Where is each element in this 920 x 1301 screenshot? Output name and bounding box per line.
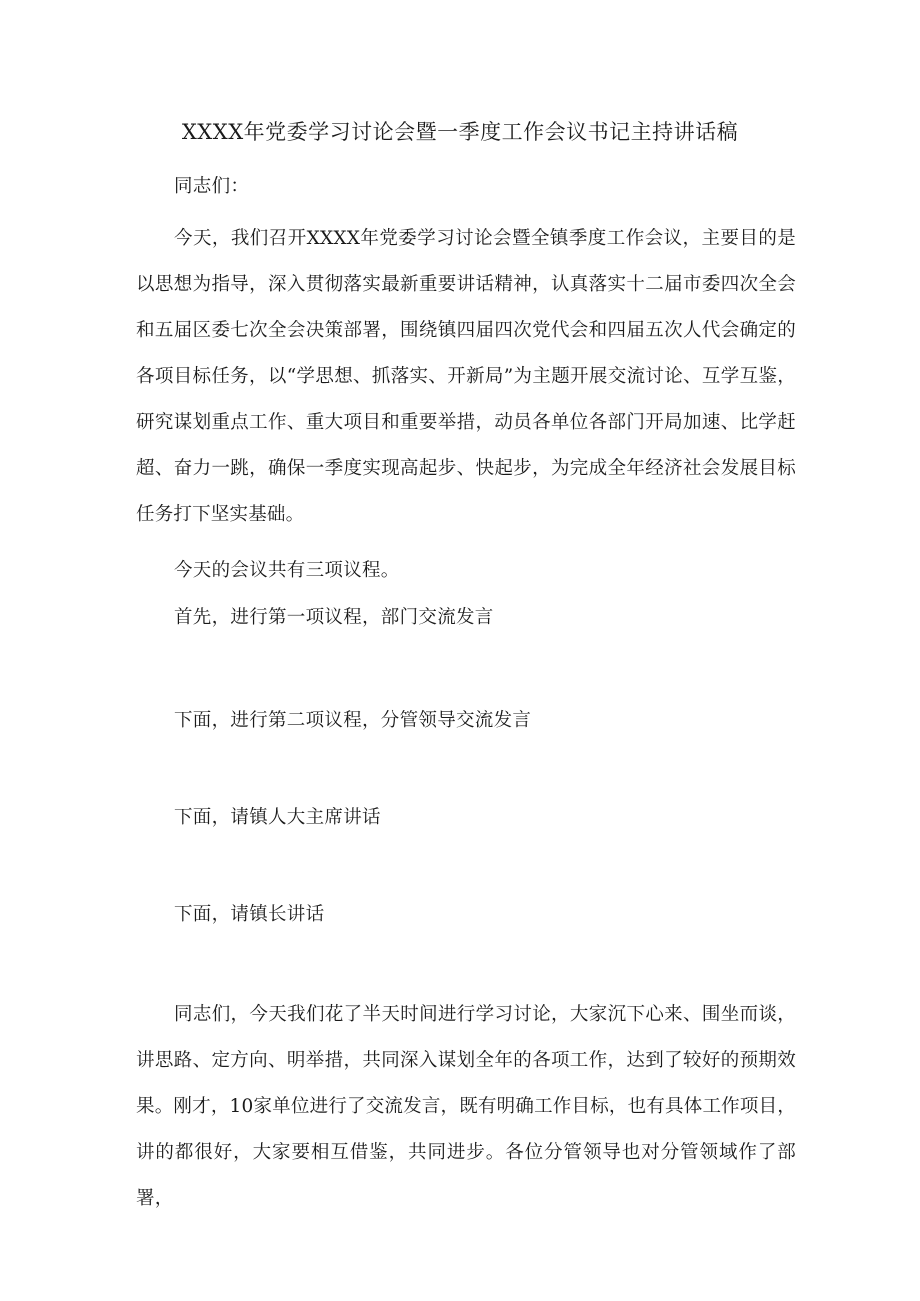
closing-paragraph: 同志们，今天我们花了半天时间进行学习讨论，大家沉下心来、围坐而谈，讲思路、定方向、明举措，共同深入谋划全年的各项工作，达到了较好的预期效果。刚才，10家单位进行了交流发言，既有明确工作目标，也有具体工作项目，讲的都很好，大家要相互借鉴，共同进步。各位分管领导也对分管领域作了部署， — [136, 1004, 796, 1209]
agenda-item-1: 首先，进行第一项议程，部门交流发言 — [174, 607, 494, 628]
document-title: XXXX年党委学习讨论会暨一季度工作会议书记主持讲话稿 — [181, 120, 739, 144]
agenda-item-3: 下面，请镇人大主席讲话 — [174, 807, 381, 828]
agenda-intro: 今天的会议共有三项议程。 — [174, 560, 400, 581]
agenda-item-2: 下面，进行第二项议程，分管领导交流发言 — [174, 710, 532, 731]
agenda-item-4: 下面，请镇长讲话 — [174, 904, 325, 925]
greeting: 同志们： — [174, 176, 250, 197]
intro-paragraph: 今天，我们召开XXXX年党委学习讨论会暨全镇季度工作会议，主要目的是以思想为指导，深入贯彻落实最新重要讲话精神，认真落实十二届市委四次全会和五届区委七次全会决策部署，围绕镇四届四次党代会和四届五次人代会确定的各项目标任务，以“学思想、抓落实、开新局”为主题开展交流讨论、互学互鉴，研究谋划重点工作、重大项目和重要举措，动员各单位各部门开局加速、比学赶超、奋力一跳，确保一季度实现高起步、快起步，为完成全年经济社会发展目标任务打下坚实基础。 — [136, 228, 796, 525]
